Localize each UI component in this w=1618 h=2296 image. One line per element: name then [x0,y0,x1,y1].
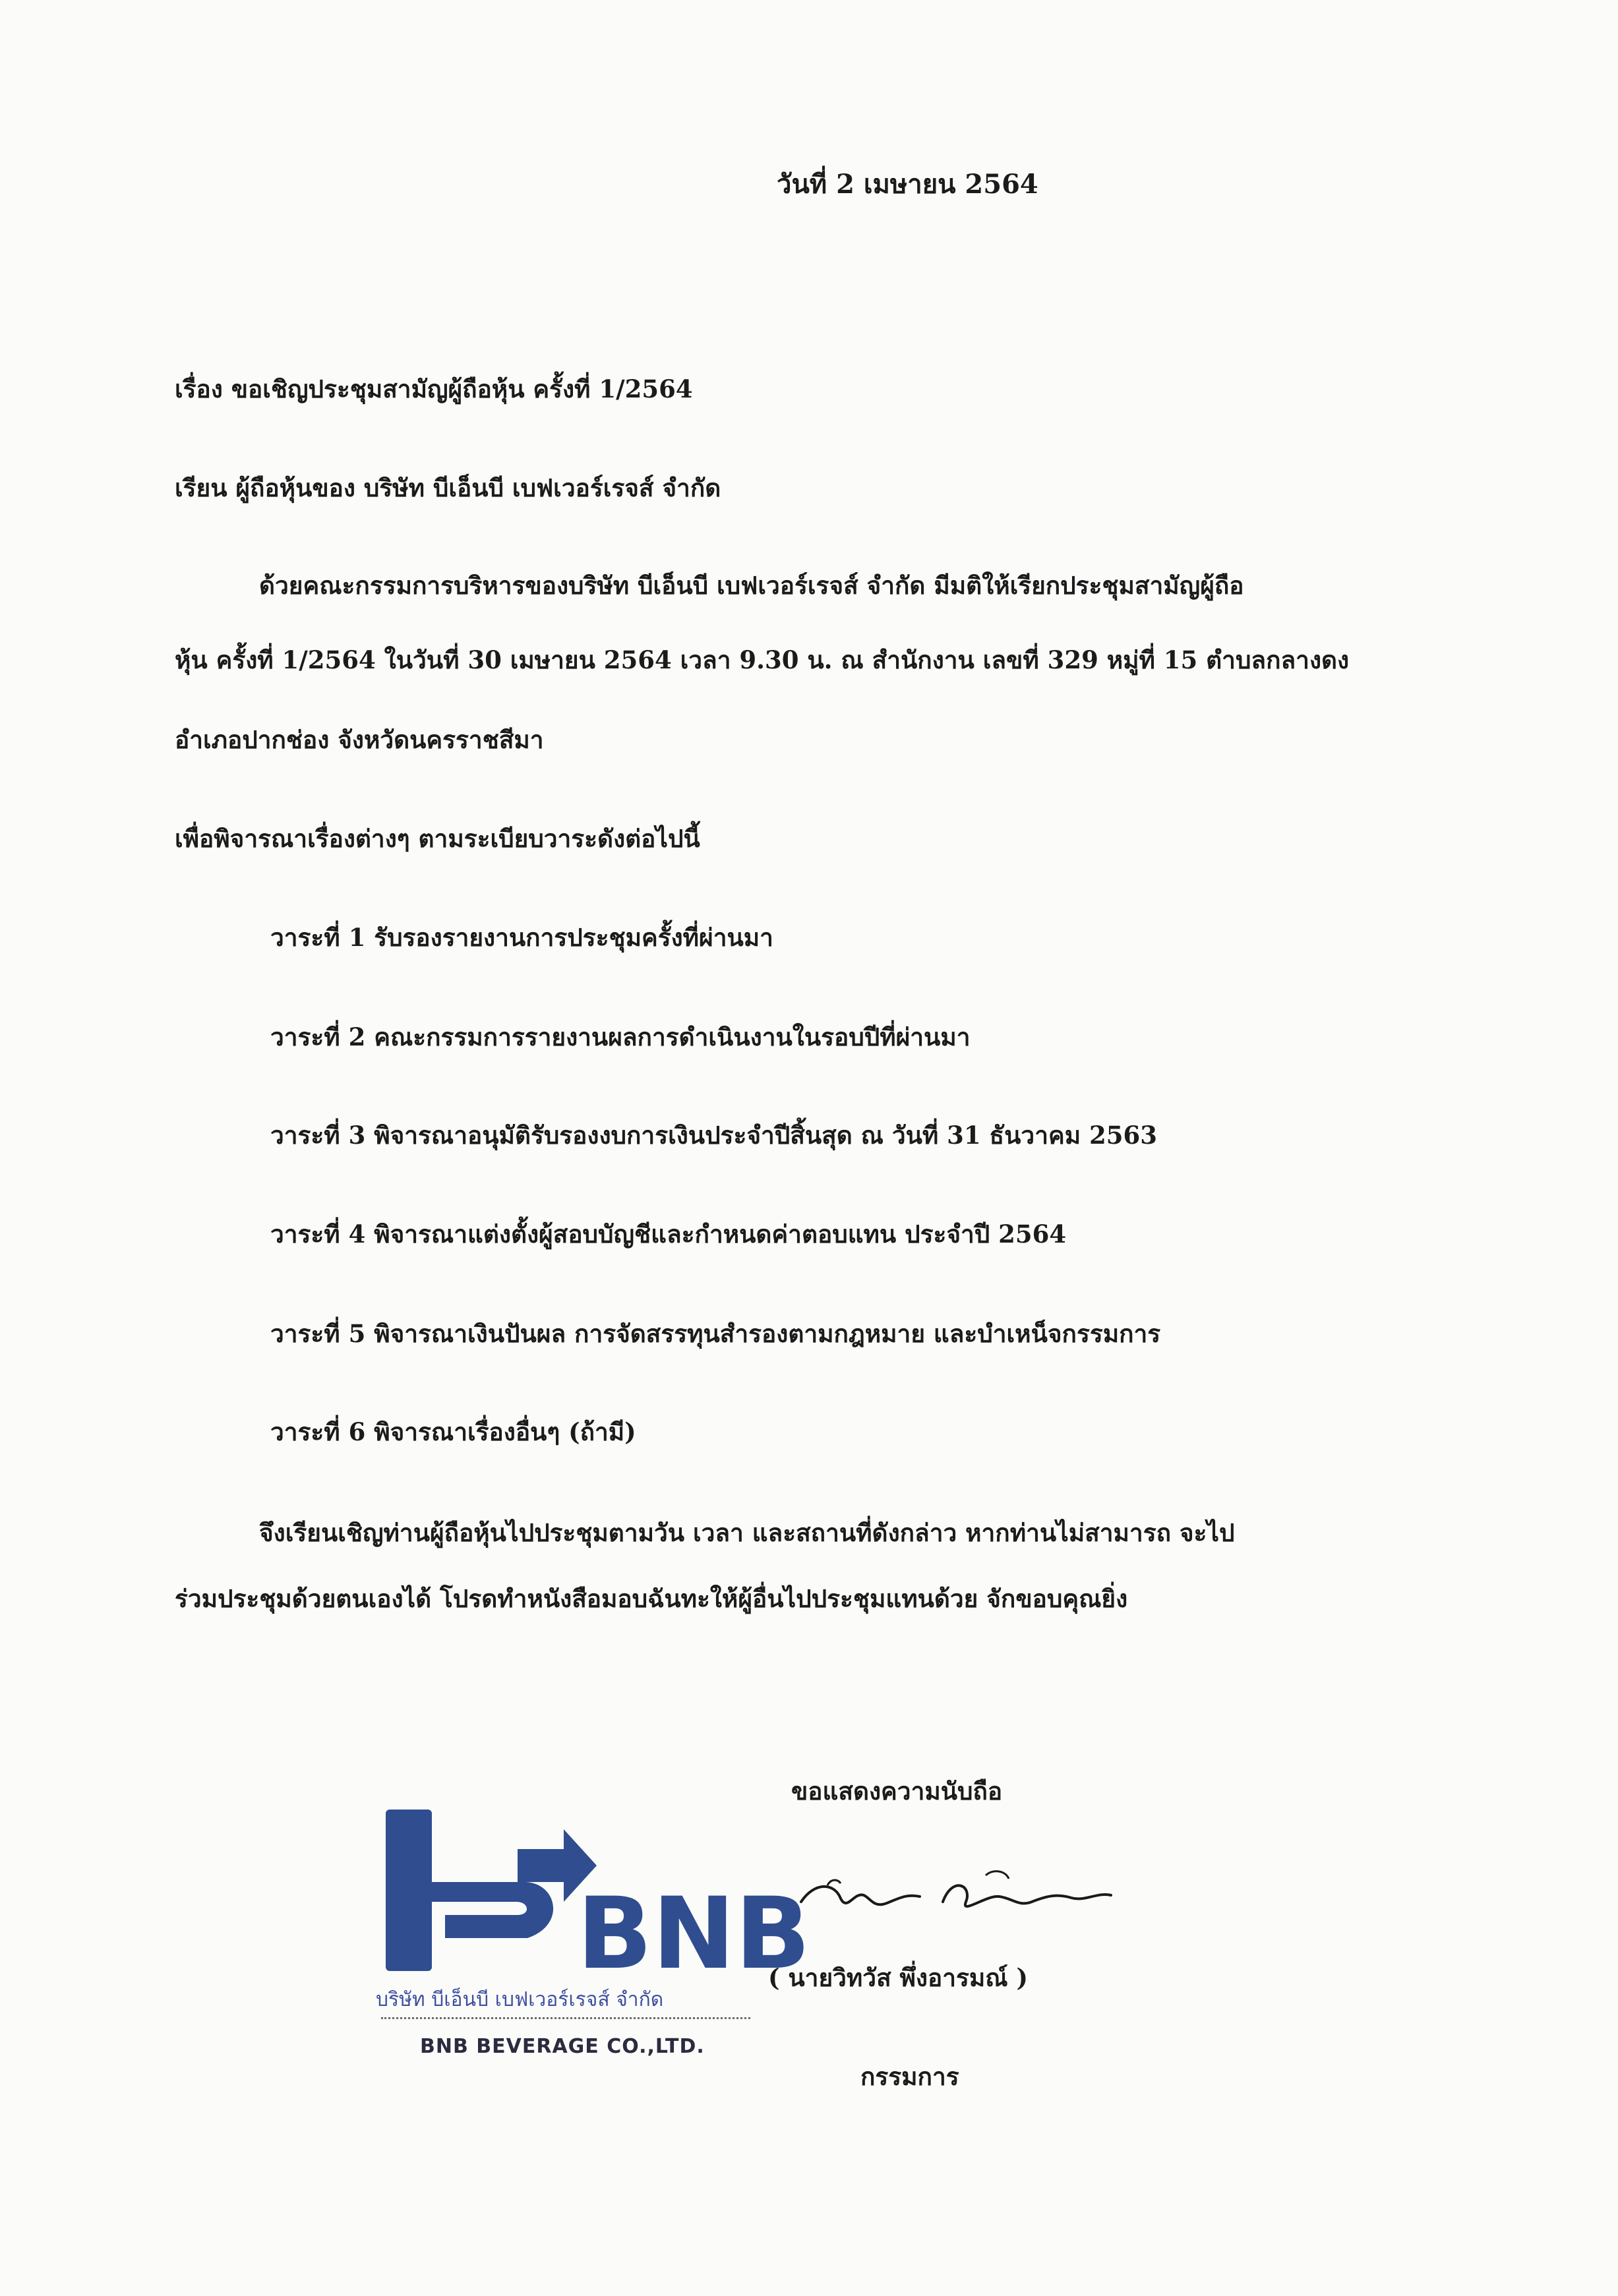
letter-subject: เรื่อง ขอเชิญประชุมสามัญผู้ถือหุ้น ครั้งที่ 1/2564 [175,374,693,403]
svg-text:BNB: BNB [577,1877,811,1991]
signer-position: กรรมการ [860,2062,959,2091]
agenda-item-1: วาระที่ 1 รับรองรายงานการประชุมครั้งที่ผ่านมา [270,923,773,952]
logo-divider [381,2017,750,2019]
respect-line: ขอแสดงความนับถือ [791,1777,1003,1806]
intro-line-3: อำเภอปากช่อง จังหวัดนครราชสีมา [175,725,544,754]
agenda-item-4: วาระที่ 4 พิจารณาแต่งตั้งผู้สอบบัญชีและกำหนดค่าตอบแทน ประจำปี 2564 [270,1220,1067,1249]
agenda-item-2: วาระที่ 2 คณะกรรมการรายงานผลการดำเนินงานในรอบปีที่ผ่านมา [270,1022,971,1051]
agenda-item-6: วาระที่ 6 พิจารณาเรื่องอื่นๆ (ถ้ามี) [270,1417,636,1446]
closing-line-1: จึงเรียนเชิญท่านผู้ถือหุ้นไปประชุมตามวัน เวลา และสถานที่ดังกล่าว หากท่านไม่สามารถ จะไป [259,1518,1235,1547]
letter-recipient: เรียน ผู้ถือหุ้นของ บริษัท บีเอ็นบี เบฟเวอร์เรจส์ จำกัด [175,473,721,502]
closing-line-2: ร่วมประชุมด้วยตนเองได้ โปรดทำหนังสือมอบฉันทะให้ผู้อื่นไปประชุมแทนด้วย จักขอบคุณยิ่ง [175,1584,1128,1613]
agenda-item-5: วาระที่ 5 พิจารณาเงินปันผล การจัดสรรทุนสำรองตามกฎหมาย และบำเหน็จกรรมการ [270,1319,1161,1348]
intro-line-1: ด้วยคณะกรรมการบริหารของบริษัท บีเอ็นบี เบฟเวอร์เรจส์ จำกัด มีมติให้เรียกประชุมสามัญผู้ถือ [259,571,1244,600]
company-name-en: BNB BEVERAGE CO.,LTD. [420,2035,705,2058]
intro-line-2: หุ้น ครั้งที่ 1/2564 ในวันที่ 30 เมษายน 2564 เวลา 9.30 น. ณ สำนักงาน เลขที่ 329 หมู่ที่ 15 ตำบลกลางดง [175,645,1350,674]
purpose-line: เพื่อพิจารณาเรื่องต่างๆ ตามระเบียบวาระดังต่อไปนี้ [175,824,700,853]
company-logo [359,1803,811,2067]
signer-name: ( นายวิทวัส พึ่งอารมณ์ ) [768,1963,1028,1992]
company-name-th: บริษัท บีเอ็นบี เบฟเวอร์เรจส์ จำกัด [376,1988,664,2011]
agenda-item-3: วาระที่ 3 พิจารณาอนุมัติรับรองงบการเงินประจำปีสิ้นสุด ณ วันที่ 31 ธันวาคม 2563 [270,1121,1157,1150]
letter-date: วันที่ 2 เมษายน 2564 [777,169,1038,200]
signature-image [788,1856,1157,1935]
